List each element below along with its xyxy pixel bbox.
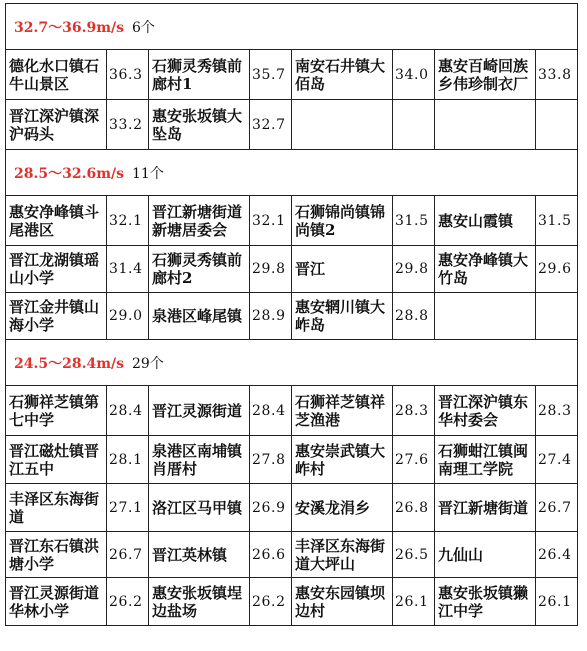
- station-name: 泉港区峰尾镇: [149, 293, 250, 340]
- table-row: [6, 386, 578, 436]
- station-name: 晋江新塘街道新塘居委会: [149, 196, 250, 246]
- station-name: 晋江英林镇: [149, 532, 250, 578]
- station-name: 惠安净峰镇大竹岛: [435, 246, 536, 293]
- wind-speed-value: 26.7: [107, 532, 149, 578]
- wind-speed-value: 33.8: [536, 50, 578, 100]
- station-name: 石狮蚶江镇闽南理工学院: [435, 436, 536, 484]
- wind-speed-value: 28.4: [250, 386, 292, 436]
- wind-speed-value: 28.3: [393, 386, 435, 436]
- station-name: 晋江灵源街道: [149, 386, 250, 436]
- wind-speed-value: 26.2: [250, 578, 292, 626]
- wind-speed-value: 26.4: [536, 532, 578, 578]
- range-header-row: [6, 150, 578, 196]
- station-name: 晋江: [292, 246, 393, 293]
- station-name: 石狮锦尚镇锦尚镇2: [292, 196, 393, 246]
- range-header: [6, 150, 578, 196]
- station-name: 晋江灵源街道华林小学: [6, 578, 107, 626]
- station-name: [292, 100, 393, 150]
- station-name: 晋江深沪镇东华村委会: [435, 386, 536, 436]
- wind-speed-value: 26.5: [393, 532, 435, 578]
- station-name: 惠安山霞镇: [435, 196, 536, 246]
- wind-speed-value: 26.9: [250, 484, 292, 532]
- wind-speed-value: 26.8: [393, 484, 435, 532]
- station-name: 惠安张坂镇大坠岛: [149, 100, 250, 150]
- station-name: 惠安净峰镇斗尾港区: [6, 196, 107, 246]
- wind-speed-value: [536, 293, 578, 340]
- station-name: 晋江深沪镇深沪码头: [6, 100, 107, 150]
- station-name: 惠安崇武镇大岞村: [292, 436, 393, 484]
- wind-speed-value: 28.3: [536, 386, 578, 436]
- wind-speed-value: 36.3: [107, 50, 149, 100]
- station-count: 6个: [132, 19, 155, 36]
- table-row: [6, 50, 578, 100]
- wind-speed-value: 28.4: [107, 386, 149, 436]
- wind-speed-value: 28.1: [107, 436, 149, 484]
- station-name: 洛江区马甲镇: [149, 484, 250, 532]
- station-name: 惠安辋川镇大岞岛: [292, 293, 393, 340]
- station-name: 晋江新塘街道: [435, 484, 536, 532]
- station-name: 晋江龙湖镇瑶山小学: [6, 246, 107, 293]
- station-name: [435, 293, 536, 340]
- station-name: 晋江金井镇山海小学: [6, 293, 107, 340]
- station-name: 晋江东石镇洪塘小学: [6, 532, 107, 578]
- wind-speed-value: 29.6: [536, 246, 578, 293]
- range-header: [6, 4, 578, 50]
- station-name: 丰泽区东海街道大坪山: [292, 532, 393, 578]
- range-label: 24.5～28.4m/s: [14, 355, 125, 372]
- wind-speed-value: 28.9: [250, 293, 292, 340]
- range-header-row: [6, 340, 578, 386]
- station-name: 惠安张坂镇埕边盐场: [149, 578, 250, 626]
- station-name: 石狮灵秀镇前廊村2: [149, 246, 250, 293]
- range-label: 28.5～32.6m/s: [14, 165, 125, 182]
- table-row: [6, 532, 578, 578]
- station-name: 石狮祥芝镇祥芝渔港: [292, 386, 393, 436]
- table-row: [6, 436, 578, 484]
- wind-speed-value: 26.1: [393, 578, 435, 626]
- station-name: 安溪龙涓乡: [292, 484, 393, 532]
- wind-speed-table: [5, 3, 578, 626]
- wind-speed-value: 35.7: [250, 50, 292, 100]
- station-name: [435, 100, 536, 150]
- wind-speed-value: 27.4: [536, 436, 578, 484]
- wind-speed-value: 26.6: [250, 532, 292, 578]
- station-name: 泉港区南埔镇肖厝村: [149, 436, 250, 484]
- wind-speed-value: 27.1: [107, 484, 149, 532]
- table-row: [6, 100, 578, 150]
- table-row: [6, 246, 578, 293]
- wind-speed-value: 34.0: [393, 50, 435, 100]
- station-name: 晋江磁灶镇晋江五中: [6, 436, 107, 484]
- wind-speed-value: 31.5: [393, 196, 435, 246]
- station-name: 德化水口镇石牛山景区: [6, 50, 107, 100]
- station-name: 石狮祥芝镇第七中学: [6, 386, 107, 436]
- wind-speed-value: [536, 100, 578, 150]
- wind-speed-value: 27.8: [250, 436, 292, 484]
- wind-speed-value: 32.7: [250, 100, 292, 150]
- station-name: 惠安百崎回族乡伟珍制衣厂: [435, 50, 536, 100]
- wind-speed-value: 32.1: [250, 196, 292, 246]
- table-row: [6, 196, 578, 246]
- wind-speed-value: 29.0: [107, 293, 149, 340]
- wind-speed-value: 32.1: [107, 196, 149, 246]
- station-name: 丰泽区东海街道: [6, 484, 107, 532]
- wind-speed-value: 29.8: [250, 246, 292, 293]
- range-header: [6, 340, 578, 386]
- wind-speed-value: 26.7: [536, 484, 578, 532]
- station-name: 石狮灵秀镇前廊村1: [149, 50, 250, 100]
- wind-speed-value: 31.5: [536, 196, 578, 246]
- wind-speed-value: 28.8: [393, 293, 435, 340]
- wind-speed-value: 33.2: [107, 100, 149, 150]
- wind-speed-value: 29.8: [393, 246, 435, 293]
- station-count: 11个: [132, 165, 164, 182]
- range-header-row: [6, 4, 578, 50]
- wind-speed-value: 26.2: [107, 578, 149, 626]
- station-name: 九仙山: [435, 532, 536, 578]
- station-count: 29个: [132, 355, 164, 372]
- range-label: 32.7～36.9m/s: [14, 19, 125, 36]
- table-row: [6, 293, 578, 340]
- wind-speed-value: [393, 100, 435, 150]
- wind-speed-value: 31.4: [107, 246, 149, 293]
- table-row: [6, 484, 578, 532]
- wind-speed-value: 26.1: [536, 578, 578, 626]
- wind-speed-value: 27.6: [393, 436, 435, 484]
- table-row: [6, 578, 578, 626]
- station-name: 南安石井镇大佰岛: [292, 50, 393, 100]
- station-name: 惠安东园镇坝边村: [292, 578, 393, 626]
- station-name: 惠安张坂镇獭江中学: [435, 578, 536, 626]
- table-body: [6, 4, 578, 626]
